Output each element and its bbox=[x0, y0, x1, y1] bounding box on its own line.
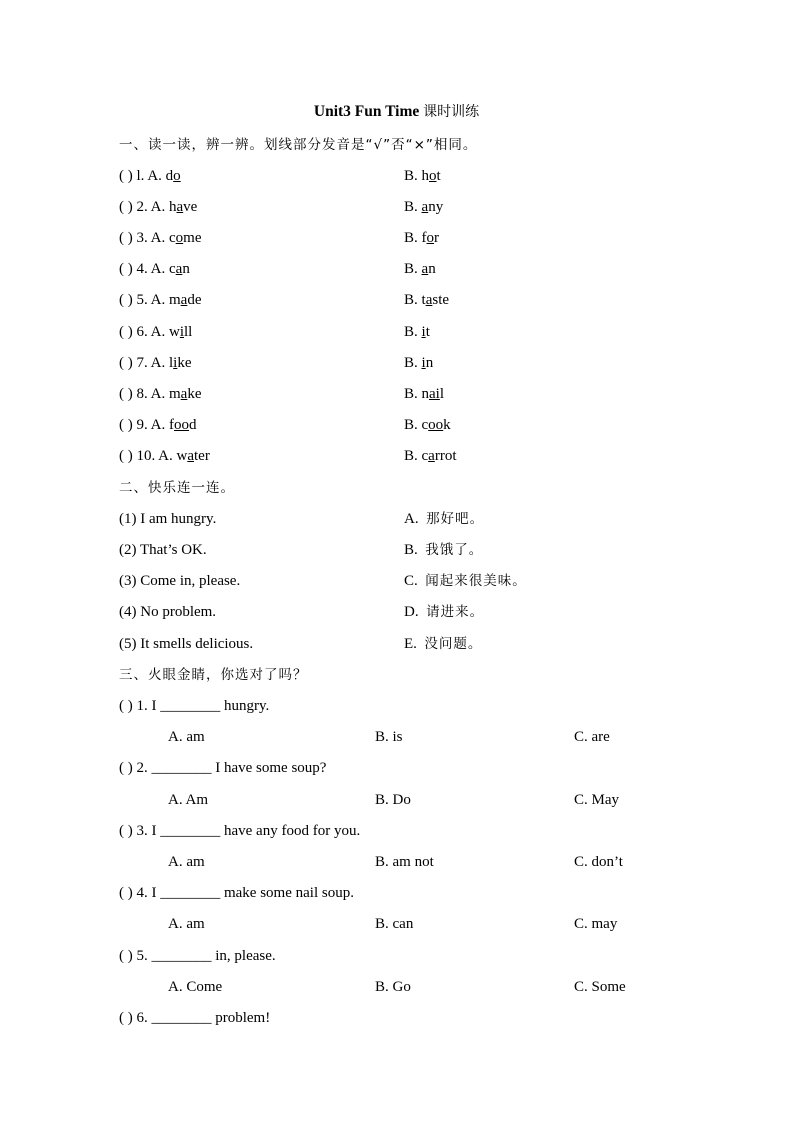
q3-option-b: B. am not bbox=[375, 854, 434, 870]
s1-item-10-b: B. carrot bbox=[404, 448, 457, 464]
section2-heading: 二、快乐连一连。 bbox=[119, 480, 235, 496]
s1-item-4-a: ( ) 4. A. can bbox=[119, 261, 190, 277]
match-right-5: E. 没问题。 bbox=[404, 636, 483, 652]
match-left-5: (5) It smells delicious. bbox=[119, 636, 254, 652]
match-right-4: D. 请进来。 bbox=[404, 604, 485, 620]
q4-option-b: B. can bbox=[375, 916, 414, 932]
q1-option-b: B. is bbox=[375, 729, 403, 745]
q2-option-a: A. Am bbox=[168, 792, 209, 808]
s1-item-9-a: ( ) 9. A. food bbox=[119, 417, 197, 433]
s1-item-9-b: B. cook bbox=[404, 417, 451, 433]
s1-item-10-a: ( ) 10. A. water bbox=[119, 448, 210, 464]
s1-item-2-b: B. any bbox=[404, 199, 444, 215]
s1-item-7-a: ( ) 7. A. like bbox=[119, 355, 192, 371]
s1-item-3-b: B. for bbox=[404, 230, 439, 246]
q6-stem: ( ) 6. ________ problem! bbox=[119, 1010, 271, 1026]
s1-item-1-a: ( ) l. A. do bbox=[119, 168, 181, 184]
s1-item-5-b: B. taste bbox=[404, 292, 450, 308]
q5-option-b: B. Go bbox=[375, 979, 411, 995]
section3-heading: 三、火眼金睛，你选对了吗？ bbox=[119, 667, 308, 683]
section1-heading: 一、读一读，辨一辨。划线部分发音是“√”否“×”相同。 bbox=[119, 137, 478, 153]
s1-item-1-b: B. hot bbox=[404, 168, 441, 184]
q5-stem: ( ) 5. ________ in, please. bbox=[119, 948, 276, 964]
s1-item-6-b: B. it bbox=[404, 324, 430, 340]
match-right-3: C. 闻起来很美味。 bbox=[404, 573, 527, 589]
q4-stem: ( ) 4. I ________ make some nail soup. bbox=[119, 885, 354, 901]
s1-item-2-a: ( ) 2. A. have bbox=[119, 199, 198, 215]
q5-option-a: A. Come bbox=[168, 979, 223, 995]
s1-item-6-a: ( ) 6. A. will bbox=[119, 324, 193, 340]
q3-option-c: C. don’t bbox=[574, 854, 623, 870]
match-left-2: (2) That’s OK. bbox=[119, 542, 207, 558]
s1-item-8-a: ( ) 8. A. make bbox=[119, 386, 202, 402]
q5-option-c: C. Some bbox=[574, 979, 626, 995]
s1-item-7-b: B. in bbox=[404, 355, 434, 371]
q4-option-a: A. am bbox=[168, 916, 205, 932]
q2-option-c: C. May bbox=[574, 792, 619, 808]
match-left-4: (4) No problem. bbox=[119, 604, 217, 620]
q4-option-c: C. may bbox=[574, 916, 618, 932]
match-left-1: (1) I am hungry. bbox=[119, 511, 217, 527]
q3-option-a: A. am bbox=[168, 854, 205, 870]
q2-option-b: B. Do bbox=[375, 792, 411, 808]
page-title: Unit3 Fun Time 课时训练 bbox=[313, 103, 480, 120]
q2-stem: ( ) 2. ________ I have some soup? bbox=[119, 760, 327, 776]
q1-option-a: A. am bbox=[168, 729, 205, 745]
s1-item-5-a: ( ) 5. A. made bbox=[119, 292, 202, 308]
s1-item-3-a: ( ) 3. A. come bbox=[119, 230, 202, 246]
q3-stem: ( ) 3. I ________ have any food for you. bbox=[119, 823, 361, 839]
q1-stem: ( ) 1. I ________ hungry. bbox=[119, 698, 270, 714]
match-left-3: (3) Come in, please. bbox=[119, 573, 241, 589]
q1-option-c: C. are bbox=[574, 729, 610, 745]
match-right-1: A. 那好吧。 bbox=[404, 511, 485, 527]
match-right-2: B. 我饿了。 bbox=[404, 542, 484, 558]
s1-item-4-b: B. an bbox=[404, 261, 436, 277]
s1-item-8-b: B. nail bbox=[404, 386, 445, 402]
